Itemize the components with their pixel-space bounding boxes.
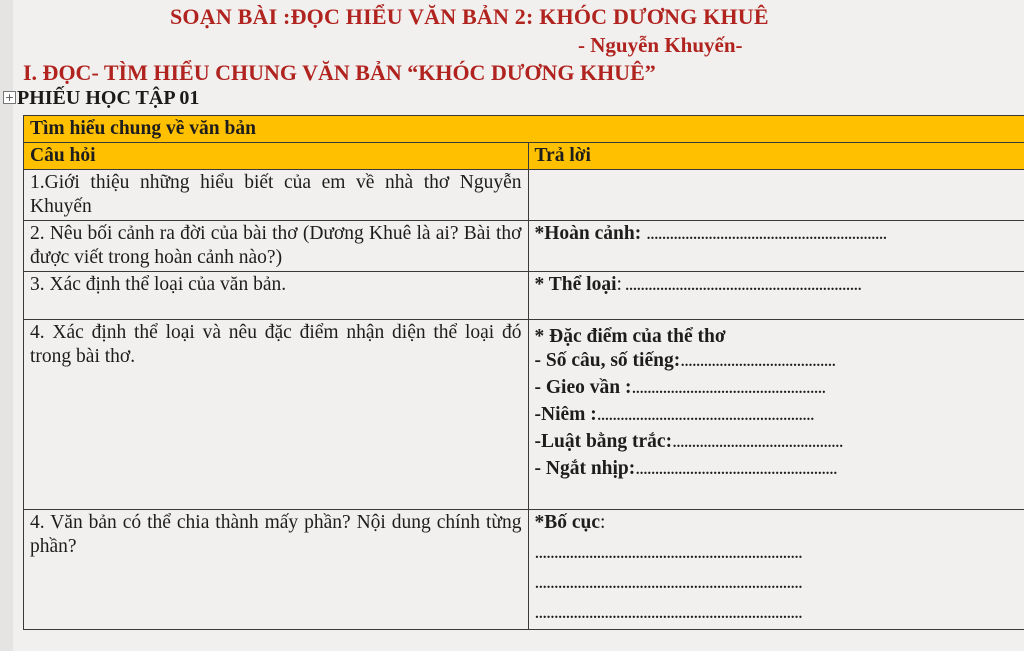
table-row xyxy=(24,272,1024,320)
question-cell: 2. Nêu bối cảnh ra đời của bài thơ (Dương Khuê là ai? Bài thơ được viết trong hoàn cảnh nào?) xyxy=(24,221,529,272)
table-row xyxy=(24,320,1024,510)
answer-blank: ..................................................................... xyxy=(534,602,802,623)
table-caption: Tìm hiểu chung về văn bản xyxy=(24,116,1024,143)
answer-blank: .................................................. xyxy=(631,377,826,398)
answer-blank: ........................................ xyxy=(680,350,836,371)
answer-label: *Hoàn cảnh: xyxy=(534,223,647,244)
table-row xyxy=(24,170,1024,221)
document-title: SOẠN BÀI :ĐỌC HIỂU VĂN BẢN 2: KHÓC DƯƠNG KHUÊ xyxy=(170,4,769,29)
author-line: - Nguyễn Khuyến- xyxy=(578,33,743,57)
answer-label: - Số câu, số tiếng: xyxy=(534,350,681,371)
answer-blank: .............................................................. xyxy=(646,223,887,244)
column-header-question: Câu hỏi xyxy=(24,143,529,170)
answer-blank: ........................................................ xyxy=(596,404,814,425)
question-cell: 4. Văn bản có thể chia thành mấy phần? Nội dung chính từng phần? xyxy=(24,510,529,630)
table-row xyxy=(24,510,1024,630)
answer-cell[interactable] xyxy=(528,510,1024,630)
answer-blank: : ............................................................. xyxy=(616,274,862,295)
answer-label: - Ngắt nhịp: xyxy=(534,458,636,479)
answer-blank: .................................................... xyxy=(635,458,837,479)
question-cell: 3. Xác định thể loại của văn bản. xyxy=(24,272,529,320)
answer-blank: ............................................ xyxy=(672,431,843,452)
answer-blank: ..................................................................... xyxy=(534,572,802,593)
question-cell: 1.Giới thiệu những hiểu biết của em về nhà thơ Nguyễn Khuyến xyxy=(24,170,529,221)
answer-blank: ..................................................................... xyxy=(534,542,802,563)
worksheet-title: PHIẾU HỌC TẬP 01 xyxy=(17,87,200,109)
table-move-handle-icon[interactable]: + xyxy=(4,91,15,104)
answer-label: *Bố cục xyxy=(534,512,601,533)
worksheet-table xyxy=(23,115,1024,630)
answer-label: - Gieo vần : xyxy=(534,377,632,398)
column-header-answer: Trả lời xyxy=(528,143,1024,170)
answer-blank: : xyxy=(600,512,606,533)
table-row xyxy=(24,221,1024,272)
answer-label: -Luật bằng trắc: xyxy=(534,431,673,452)
answer-cell[interactable] xyxy=(528,320,1024,510)
answer-cell[interactable] xyxy=(528,170,1024,221)
section-heading: I. ĐỌC- TÌM HIỂU CHUNG VĂN BẢN “KHÓC DƯƠNG KHUÊ” xyxy=(23,60,656,85)
answer-label: * Thể loại xyxy=(534,274,617,295)
answer-label: * Đặc điểm của thể thơ xyxy=(534,326,726,347)
answer-cell[interactable] xyxy=(528,221,1024,272)
answer-label: -Niêm : xyxy=(534,404,597,425)
answer-cell[interactable] xyxy=(528,272,1024,320)
question-cell: 4. Xác định thể loại và nêu đặc điểm nhận diện thể loại đó trong bài thơ. xyxy=(24,320,529,510)
